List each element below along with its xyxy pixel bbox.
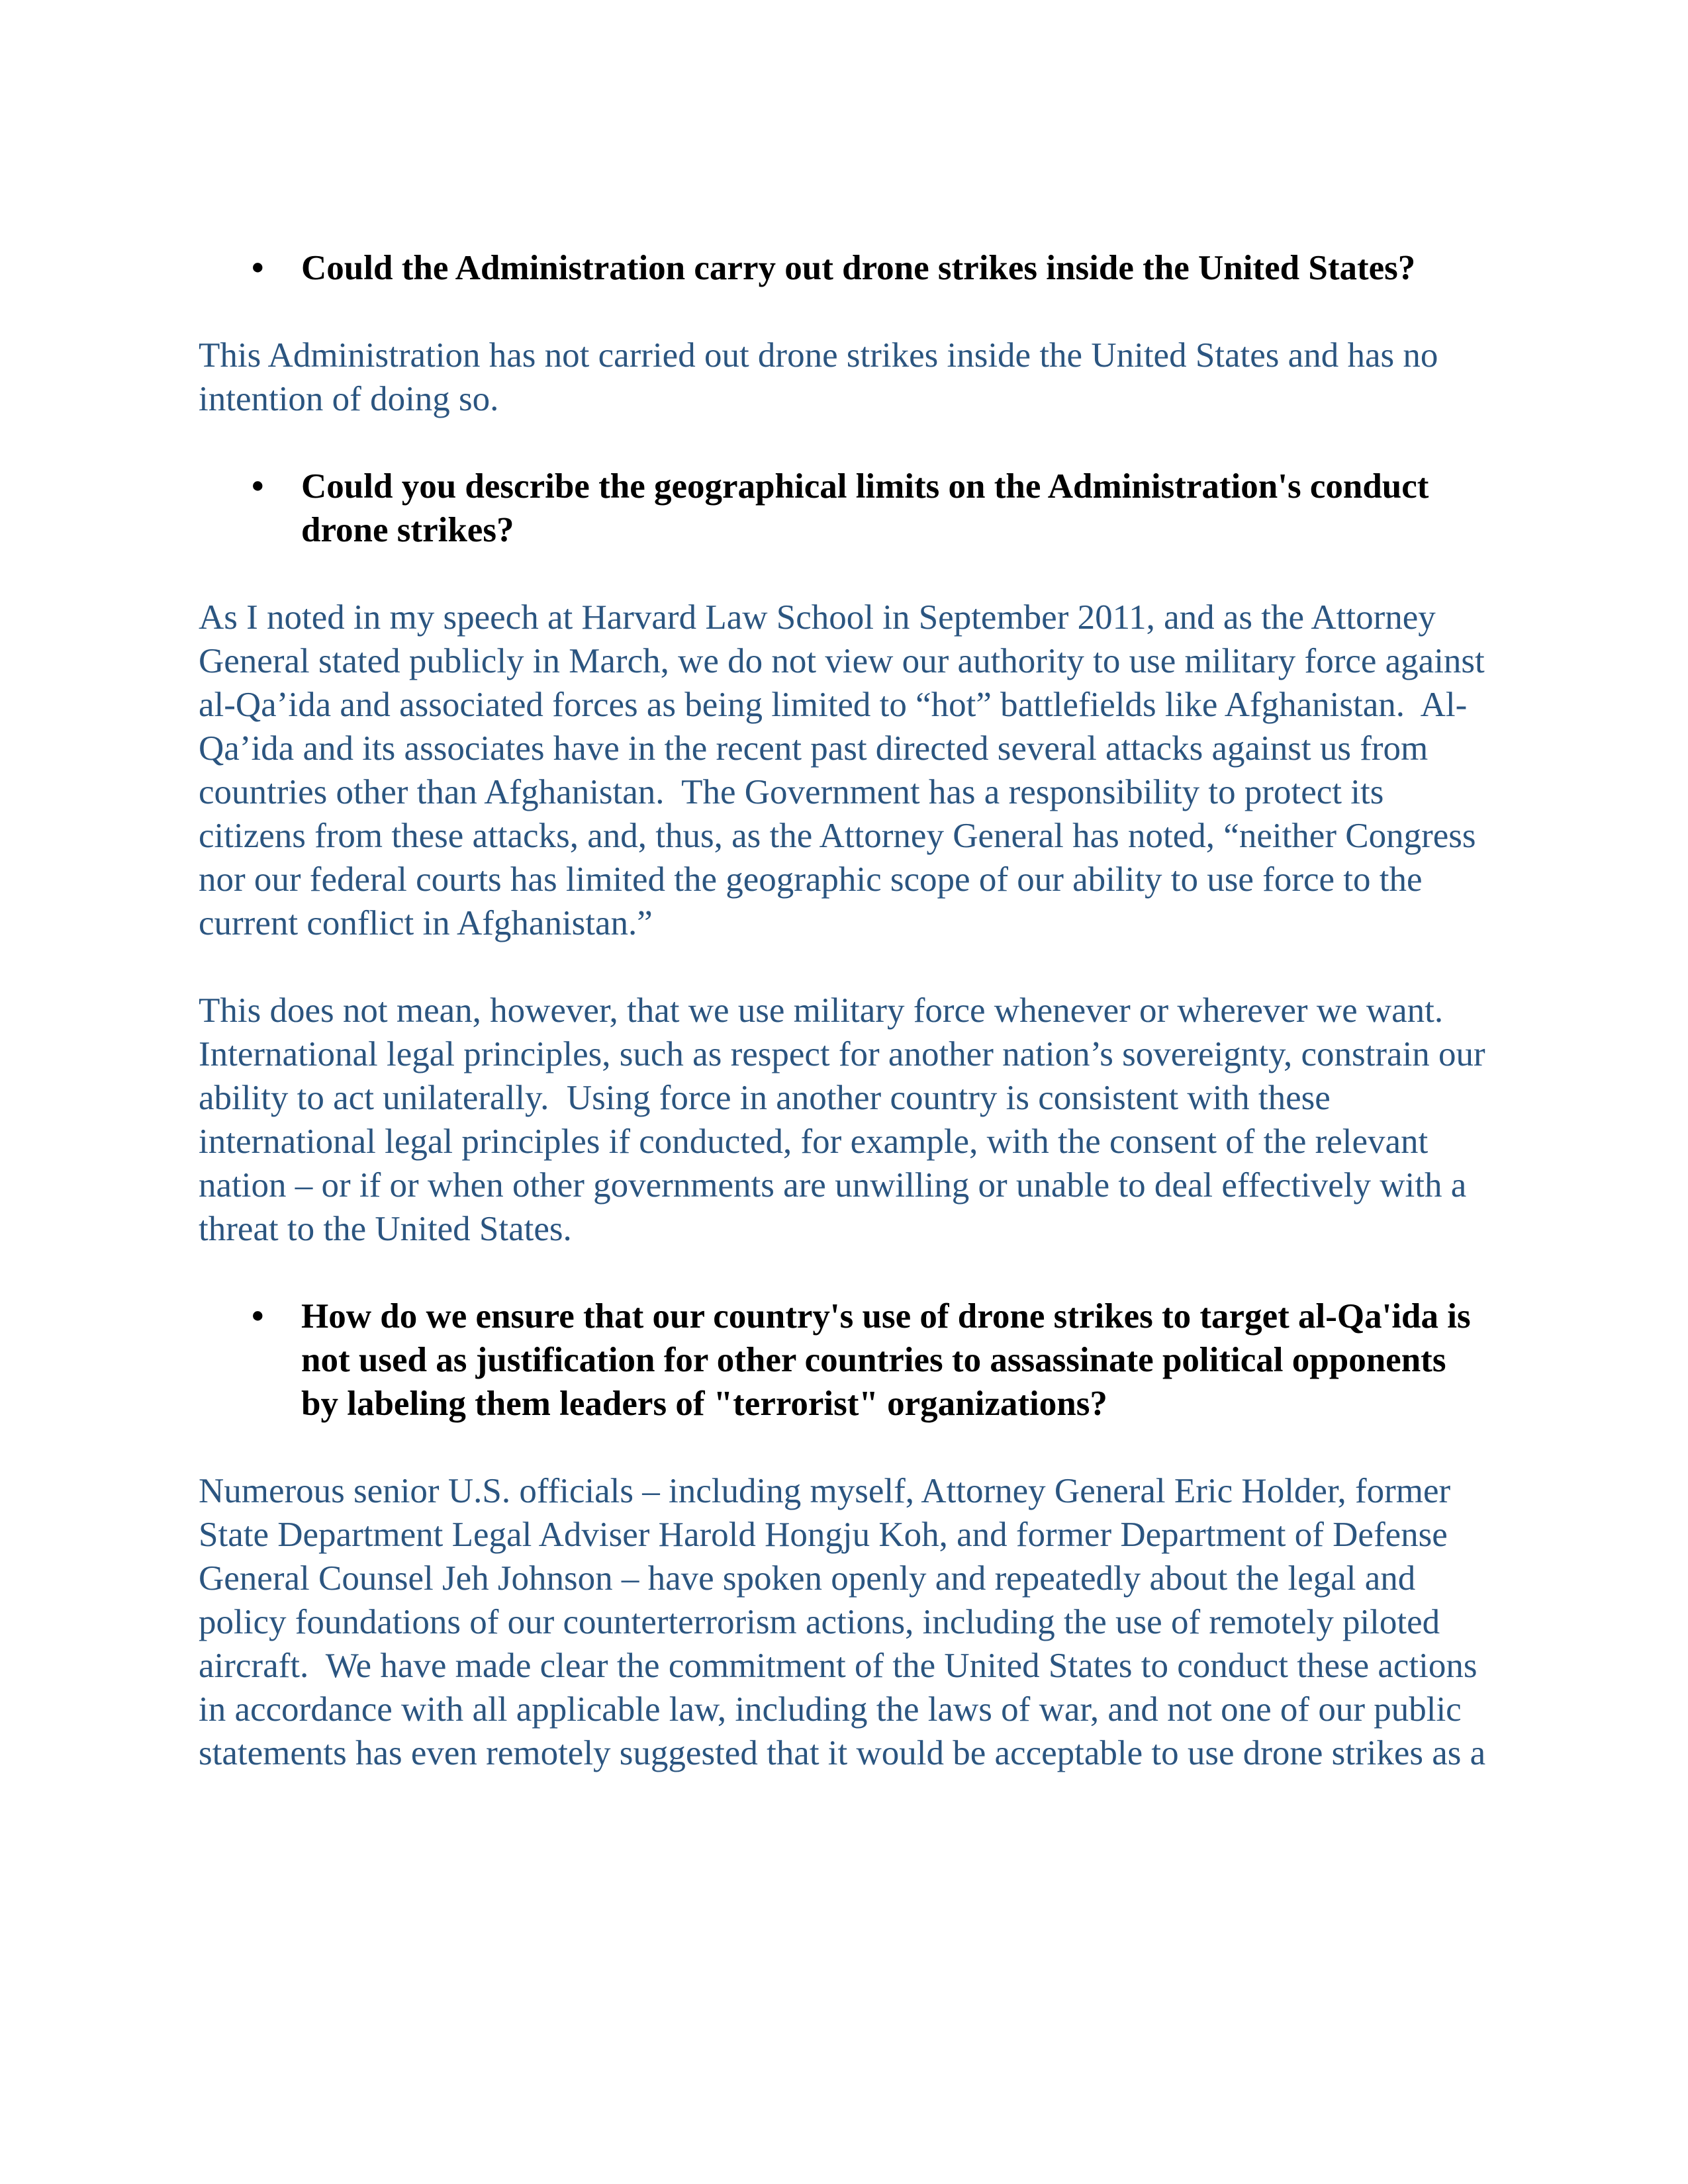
paragraph: As I noted in my speech at Harvard Law School in September 2011, and as the Attorney General stated publicly in March, we do not view our authority to use military force against al-Qa’ida and associated forces as being limited to “hot” battlefields like Afghanistan. Al-Qa’ida and its associates have in the recent past directed several attacks against us from countries other than Afghanistan. The Government has a responsibility to protect its citizens from these attacks, and, thus, as the Attorney General has noted, “neither Congress nor our federal courts has limited the geographic scope of our ability to use force to the current conflict in Afghanistan.” bbox=[199, 598, 1494, 942]
bullet-item bbox=[199, 465, 1496, 552]
bullet-marker-icon: • bbox=[252, 249, 264, 287]
bullet-item bbox=[199, 246, 1496, 290]
bullet-marker-icon: • bbox=[252, 1297, 264, 1336]
paragraph: Numerous senior U.S. officials – including myself, Attorney General Eric Holder, former State Department Legal Adviser Harold Hongju Koh, and former Department of Defense General Counsel Jeh Johnson – have spoken openly and repeatedly about the legal and policy foundations of our counterterrorism actions, including the use of remotely piloted aircraft. We have made clear the commitment of the United States to conduct these actions in accordance with all applicable law, including the laws of war, and not one of our public statements has even remotely suggested that it would be acceptable to use drone strikes as a bbox=[199, 1472, 1486, 1772]
bullet-question-text: Could the Administration carry out drone strikes inside the United States? bbox=[301, 249, 1416, 287]
paragraph: This does not mean, however, that we use military force whenever or wherever we want. International legal principles, such as respect for another nation’s sovereignty, constrain our ability to act unilaterally. Using force in another country is consistent with these international legal principles if conducted, for example, with the consent of the relevant nation – or if or when other governments are unwilling or unable to deal effectively with a threat to the United States. bbox=[199, 991, 1494, 1248]
paragraph: This Administration has not carried out drone strikes inside the United States and has no intention of doing so. bbox=[199, 336, 1447, 418]
bullet-question-text: How do we ensure that our country's use of drone strikes to target al-Qa'ida is not used as justification for other countries to assassinate political opponents by labeling them leaders of "terrorist" organizations? bbox=[301, 1297, 1479, 1423]
document-content bbox=[199, 246, 1496, 1775]
bullet-marker-icon: • bbox=[252, 467, 264, 506]
bullet-question-text: Could you describe the geographical limits on the Administration's conduct drone strikes? bbox=[301, 467, 1438, 549]
bullet-item bbox=[199, 1295, 1496, 1426]
